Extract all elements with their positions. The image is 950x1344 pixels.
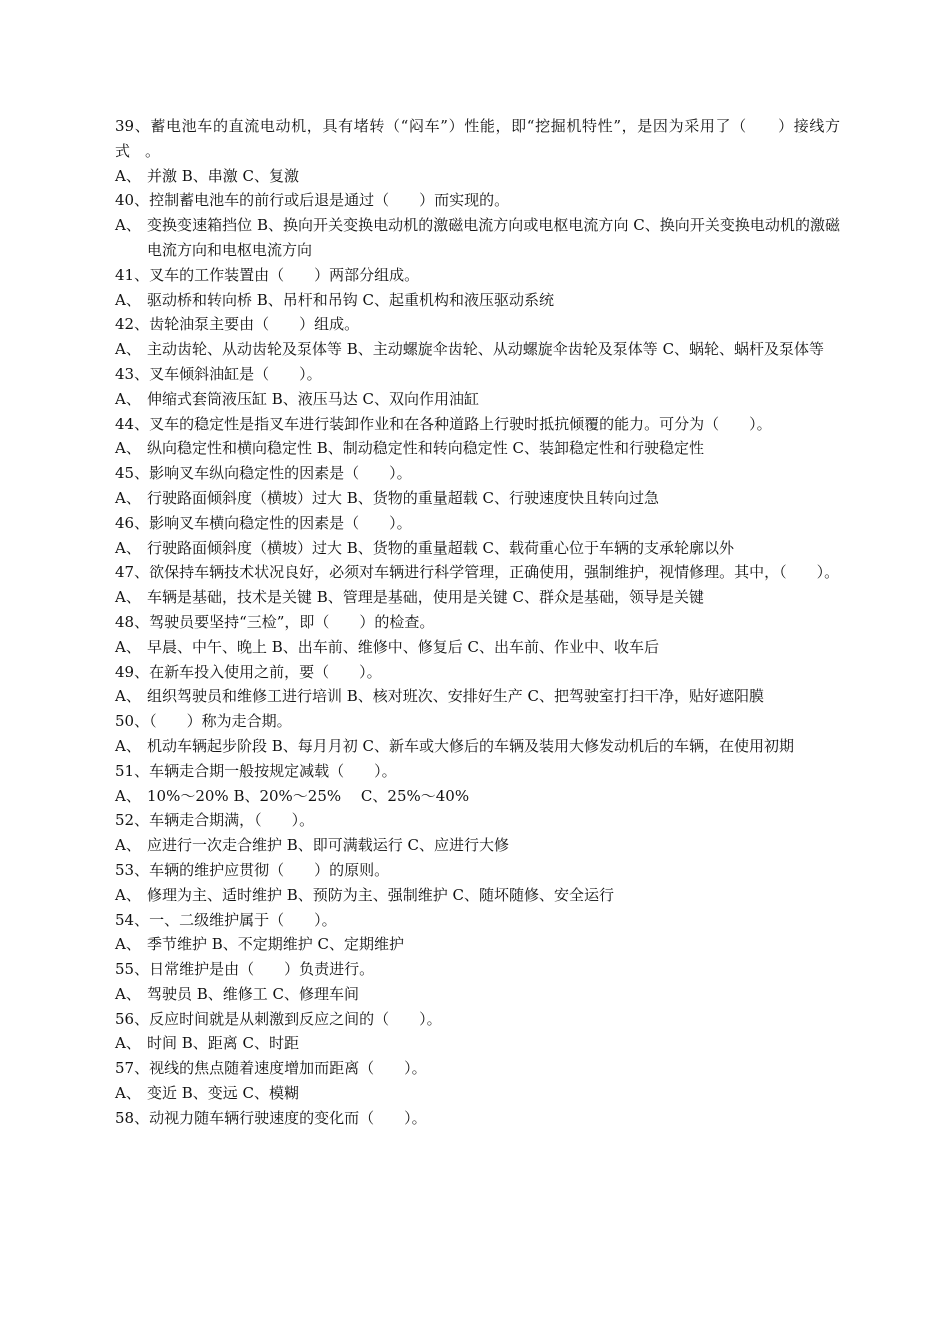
answer-options: [115, 536, 840, 561]
answer-options: [115, 784, 840, 809]
answer-text: 应进行一次走合维护 B、即可满载运行 C、应进行大修: [147, 836, 510, 855]
answer-text: 变换变速箱挡位 B、换向开关变换电动机的激磁电流方向或电枢电流方向 C、换向开关变换电动机的激磁电流方向和电枢电流方向: [147, 216, 840, 259]
answer-text: 机动车辆起步阶段 B、每月月初 C、新车或大修后的车辆及装用大修发动机后的车辆，在使用初期: [147, 736, 795, 755]
answer-options: [115, 213, 840, 263]
option-a-prefix: A、: [115, 984, 141, 1003]
answer-text: 修理为主、适时维护 B、预防为主、强制维护 C、随坏随修、安全运行: [147, 885, 615, 904]
option-a-prefix: A、: [115, 439, 141, 458]
question-text: 49、在新车投入使用之前，要（ ）。: [115, 662, 382, 681]
answer-options: [115, 436, 840, 461]
question-text: 43、叉车倾斜油缸是（ ）。: [115, 364, 322, 383]
question-text: 40、控制蓄电池车的前行或后退是通过（ ）而实现的。: [115, 191, 510, 210]
answer-options: [115, 833, 840, 858]
answer-text: 季节维护 B、不定期维护 C、定期维护: [147, 935, 405, 954]
option-a-prefix: A、: [115, 290, 141, 309]
option-a-prefix: A、: [115, 736, 141, 755]
answer-options: [115, 1081, 840, 1106]
question-text: 46、影响叉车横向稳定性的因素是（ ）。: [115, 513, 412, 532]
answer-options: [115, 684, 840, 709]
question-text: 58、动视力随车辆行驶速度的变化而（ ）。: [115, 1108, 427, 1127]
option-a-prefix: A、: [115, 588, 141, 607]
question-text: 55、日常维护是由（ ）负责进行。: [115, 960, 375, 979]
option-a-prefix: A、: [115, 935, 141, 954]
option-a-prefix: A、: [115, 1084, 141, 1103]
answer-text: 驱动桥和转向桥 B、吊杆和吊钩 C、起重机构和液压驱动系统: [147, 290, 555, 309]
answer-options: [115, 288, 840, 313]
answer-text: 行驶路面倾斜度（横坡）过大 B、货物的重量超载 C、载荷重心位于车辆的支承轮廓以外: [147, 538, 735, 557]
question-text: 52、车辆走合期满，（ ）。: [115, 811, 315, 830]
answer-text: 时间 B、距离 C、时距: [147, 1034, 300, 1053]
answer-text: 早晨、中午、晚上 B、出车前、维修中、修复后 C、出车前、作业中、收车后: [147, 637, 660, 656]
answer-text: 纵向稳定性和横向稳定性 B、制动稳定性和转向稳定性 C、装卸稳定性和行驶稳定性: [147, 439, 705, 458]
answer-options: [115, 164, 840, 189]
question-text: 57、视线的焦点随着速度增加而距离（ ）。: [115, 1059, 427, 1078]
option-a-prefix: A、: [115, 488, 141, 507]
question-text: 41、叉车的工作装置由（ ）两部分组成。: [115, 265, 420, 284]
answer-options: [115, 982, 840, 1007]
answer-options: [115, 932, 840, 957]
question-text: 54、一、二级维护属于（ ）。: [115, 910, 337, 929]
question-text: 45、影响叉车纵向稳定性的因素是（ ）。: [115, 464, 412, 483]
answer-text: 变近 B、变远 C、模糊: [147, 1084, 300, 1103]
question-text: 50、（ ）称为走合期。: [115, 712, 292, 731]
question-text: 51、车辆走合期一般按规定减载（ ）。: [115, 761, 397, 780]
answer-options: [115, 337, 840, 362]
question-text: 44、叉车的稳定性是指叉车进行装卸作业和在各种道路上行驶时抵抗倾覆的能力。可分为（ ）。: [115, 414, 772, 433]
question-text: 47、欲保持车辆技术状况良好，必须对车辆进行科学管理，正确使用，强制维护，视情修理。其中，（ ）。: [115, 563, 840, 582]
answer-options: [115, 1031, 840, 1056]
option-a-prefix: A、: [115, 1034, 141, 1053]
question-text: 39、蓄电池车的直流电动机，具有堵转（“闷车”）性能，即“挖掘机特性”，是因为采用了（ ）接线方式 。: [115, 117, 840, 160]
option-a-prefix: A、: [115, 885, 141, 904]
question-text: 42、齿轮油泵主要由（ ）组成。: [115, 315, 360, 334]
answer-text: 并激 B、串激 C、复激: [147, 166, 300, 185]
answer-text: 驾驶员 B、维修工 C、修理车间: [147, 984, 360, 1003]
answer-text: 车辆是基础，技术是关键 B、管理是基础，使用是关键 C、群众是基础，领导是关键: [147, 588, 705, 607]
question-text: 56、反应时间就是从刺激到反应之间的（ ）。: [115, 1009, 442, 1028]
answer-options: [115, 734, 840, 759]
answer-text: 伸缩式套筒液压缸 B、液压马达 C、双向作用油缸: [147, 389, 480, 408]
answer-text: 主动齿轮、从动齿轮及泵体等 B、主动螺旋伞齿轮、从动螺旋伞齿轮及泵体等 C、蜗轮、蜗杆及泵体等: [147, 340, 825, 359]
option-a-prefix: A、: [115, 340, 141, 359]
answer-options: [115, 486, 840, 511]
answer-text: 组织驾驶员和维修工进行培训 B、核对班次、安排好生产 C、把驾驶室打扫干净，贴好遮阳膜: [147, 687, 765, 706]
option-a-prefix: A、: [115, 389, 141, 408]
question-text: 53、车辆的维护应贯彻（ ）的原则。: [115, 860, 390, 879]
answer-options: [115, 883, 840, 908]
answer-options: [115, 585, 840, 610]
option-a-prefix: A、: [115, 538, 141, 557]
answer-text: 行驶路面倾斜度（横坡）过大 B、货物的重量超载 C、行驶速度快且转向过急: [147, 488, 660, 507]
answer-options: [115, 635, 840, 660]
option-a-prefix: A、: [115, 786, 141, 805]
option-a-prefix: A、: [115, 637, 141, 656]
option-a-prefix: A、: [115, 836, 141, 855]
option-a-prefix: A、: [115, 216, 141, 235]
option-a-prefix: A、: [115, 687, 141, 706]
question-list: [115, 114, 840, 1131]
option-a-prefix: A、: [115, 166, 141, 185]
answer-text: 10%～20% B、20%～25% C、25%～40%: [147, 786, 470, 805]
answer-options: [115, 387, 840, 412]
question-text: 48、驾驶员要坚持“三检”，即（ ）的检查。: [115, 612, 435, 631]
